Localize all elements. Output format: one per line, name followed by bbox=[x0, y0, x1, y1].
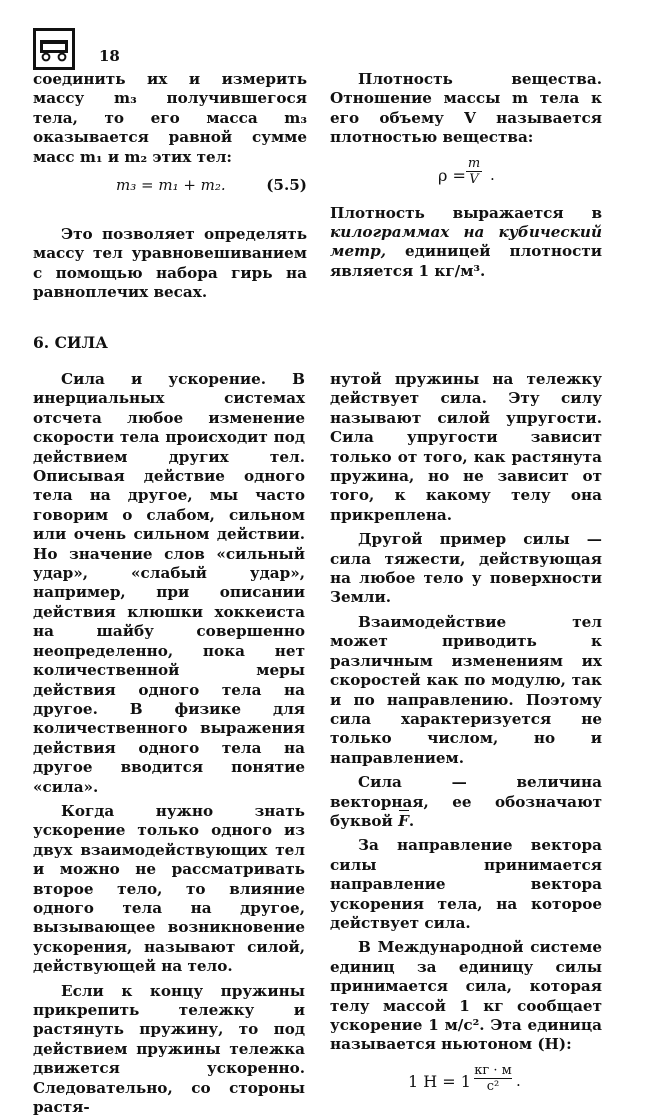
right-main-column bbox=[330, 370, 602, 1103]
force-vector-symbol: F bbox=[398, 811, 409, 830]
left-main-column bbox=[33, 370, 305, 1117]
newton-denominator: с² bbox=[486, 1078, 500, 1094]
vector-text: Сила — величина векторная, ее обозначают буквой bbox=[330, 773, 602, 830]
force-definition-paragraph: Когда нужно знать ускорение только одного из двух взаимодействующих тел и можно не рассматривать второе тело, то влияние одного тела на другое, вызывающее возникновение ускорения, называют силой, действующей на тело. bbox=[33, 801, 305, 976]
unit-text-end: единицей плотности является 1 кг/м³. bbox=[330, 242, 602, 280]
unit-text-italic: килограммах на кубический метр, bbox=[330, 223, 602, 261]
mass-sum-formula bbox=[33, 173, 307, 199]
density-unit-paragraph bbox=[330, 204, 602, 282]
formula-expression: m₃ = m₁ + m₂. bbox=[116, 176, 226, 195]
vector-paragraph bbox=[330, 773, 602, 831]
balance-paragraph: Это позволяет определять массу тел уравновешиванием с помощью набора гирь на равноплечих весах. bbox=[33, 225, 307, 302]
unit-text-start: Плотность выражается в bbox=[330, 203, 602, 222]
mass-sum-paragraph: соединить их и измерить массу m₃ получившегося тела, то его масса m₃ оказывается равной сумме масс m₁ и m₂ этих тел: bbox=[33, 70, 307, 166]
newton-numerator: кг · м bbox=[474, 1062, 512, 1078]
si-unit-paragraph: В Международной системе единиц за единицу силы принимается сила, которая телу массой 1 кг сообщает ускорение 1 м/с². Эта единица называется ньютоном (Н): bbox=[330, 938, 602, 1054]
page-number: 18 bbox=[99, 47, 120, 65]
cart-icon bbox=[33, 28, 75, 70]
force-lead: Сила и ускорение. bbox=[61, 370, 267, 388]
section-heading: 6. СИЛА bbox=[33, 333, 108, 352]
newton-fraction bbox=[474, 1063, 512, 1094]
spring-paragraph: Если к концу пружины прикрепить тележку и растянуть пружину, то под действием пружины тележка движется ускоренно. Следовательно, со стороны растя- bbox=[33, 981, 305, 1117]
gravity-paragraph: Другой пример силы — сила тяжести, действующая на любое тело у поверхности Земли. bbox=[330, 530, 602, 607]
formula-number: (5.5) bbox=[266, 176, 307, 195]
newton-lhs: 1 Н = 1 bbox=[408, 1071, 471, 1091]
direction-paragraph: За направление вектора силы принимается направление вектора ускорения тела, на которое действует сила. bbox=[330, 836, 602, 932]
density-formula bbox=[330, 154, 602, 198]
density-fraction bbox=[466, 156, 482, 187]
top-left-column bbox=[33, 70, 307, 303]
fraction-denominator: V bbox=[469, 171, 479, 187]
force-intro-text: В инерциальных системах отсчета любое изменение скорости тела происходит под действием других тел. Описывая действие одного тела на другое, мы часто говорим о слабом, сильном или очень сильном действии. Но значение слов «сильный удар», «слабый удар», например, при описании действия клюшки хоккеиста на шайбу совершенно неопределенно, пока нет количественной меры действия одного тела на другое. В физике для количественного выражения действия одного тела на другое вводится понятие «сила». bbox=[33, 370, 305, 796]
density-definition-text: Отношение массы m тела к его объему V называется плотностью вещества: bbox=[330, 89, 602, 147]
force-acceleration-paragraph bbox=[33, 370, 305, 797]
top-right-column bbox=[330, 70, 602, 281]
fraction-numerator: m bbox=[467, 155, 481, 171]
fraction-period: . bbox=[490, 165, 495, 184]
vector-period: . bbox=[408, 811, 415, 830]
density-definition-paragraph bbox=[330, 70, 602, 148]
rho-symbol: ρ = bbox=[438, 165, 466, 185]
newton-period: . bbox=[516, 1071, 521, 1090]
elastic-force-paragraph: нутой пружины на тележку действует сила. Эту силу называют силой упругости. Сила упругости зависит только от того, как растянута пружина, но не зависит от того, к какому телу она прикреплена. bbox=[330, 370, 602, 524]
interaction-paragraph: Взаимодействие тел может приводить к различным изменениям их скоростей как по модулю, так и по направлению. Поэтому сила характеризуется не только числом, но и направлением. bbox=[330, 612, 602, 767]
density-lead: Плотность вещества. bbox=[358, 70, 602, 88]
newton-formula bbox=[330, 1061, 602, 1103]
